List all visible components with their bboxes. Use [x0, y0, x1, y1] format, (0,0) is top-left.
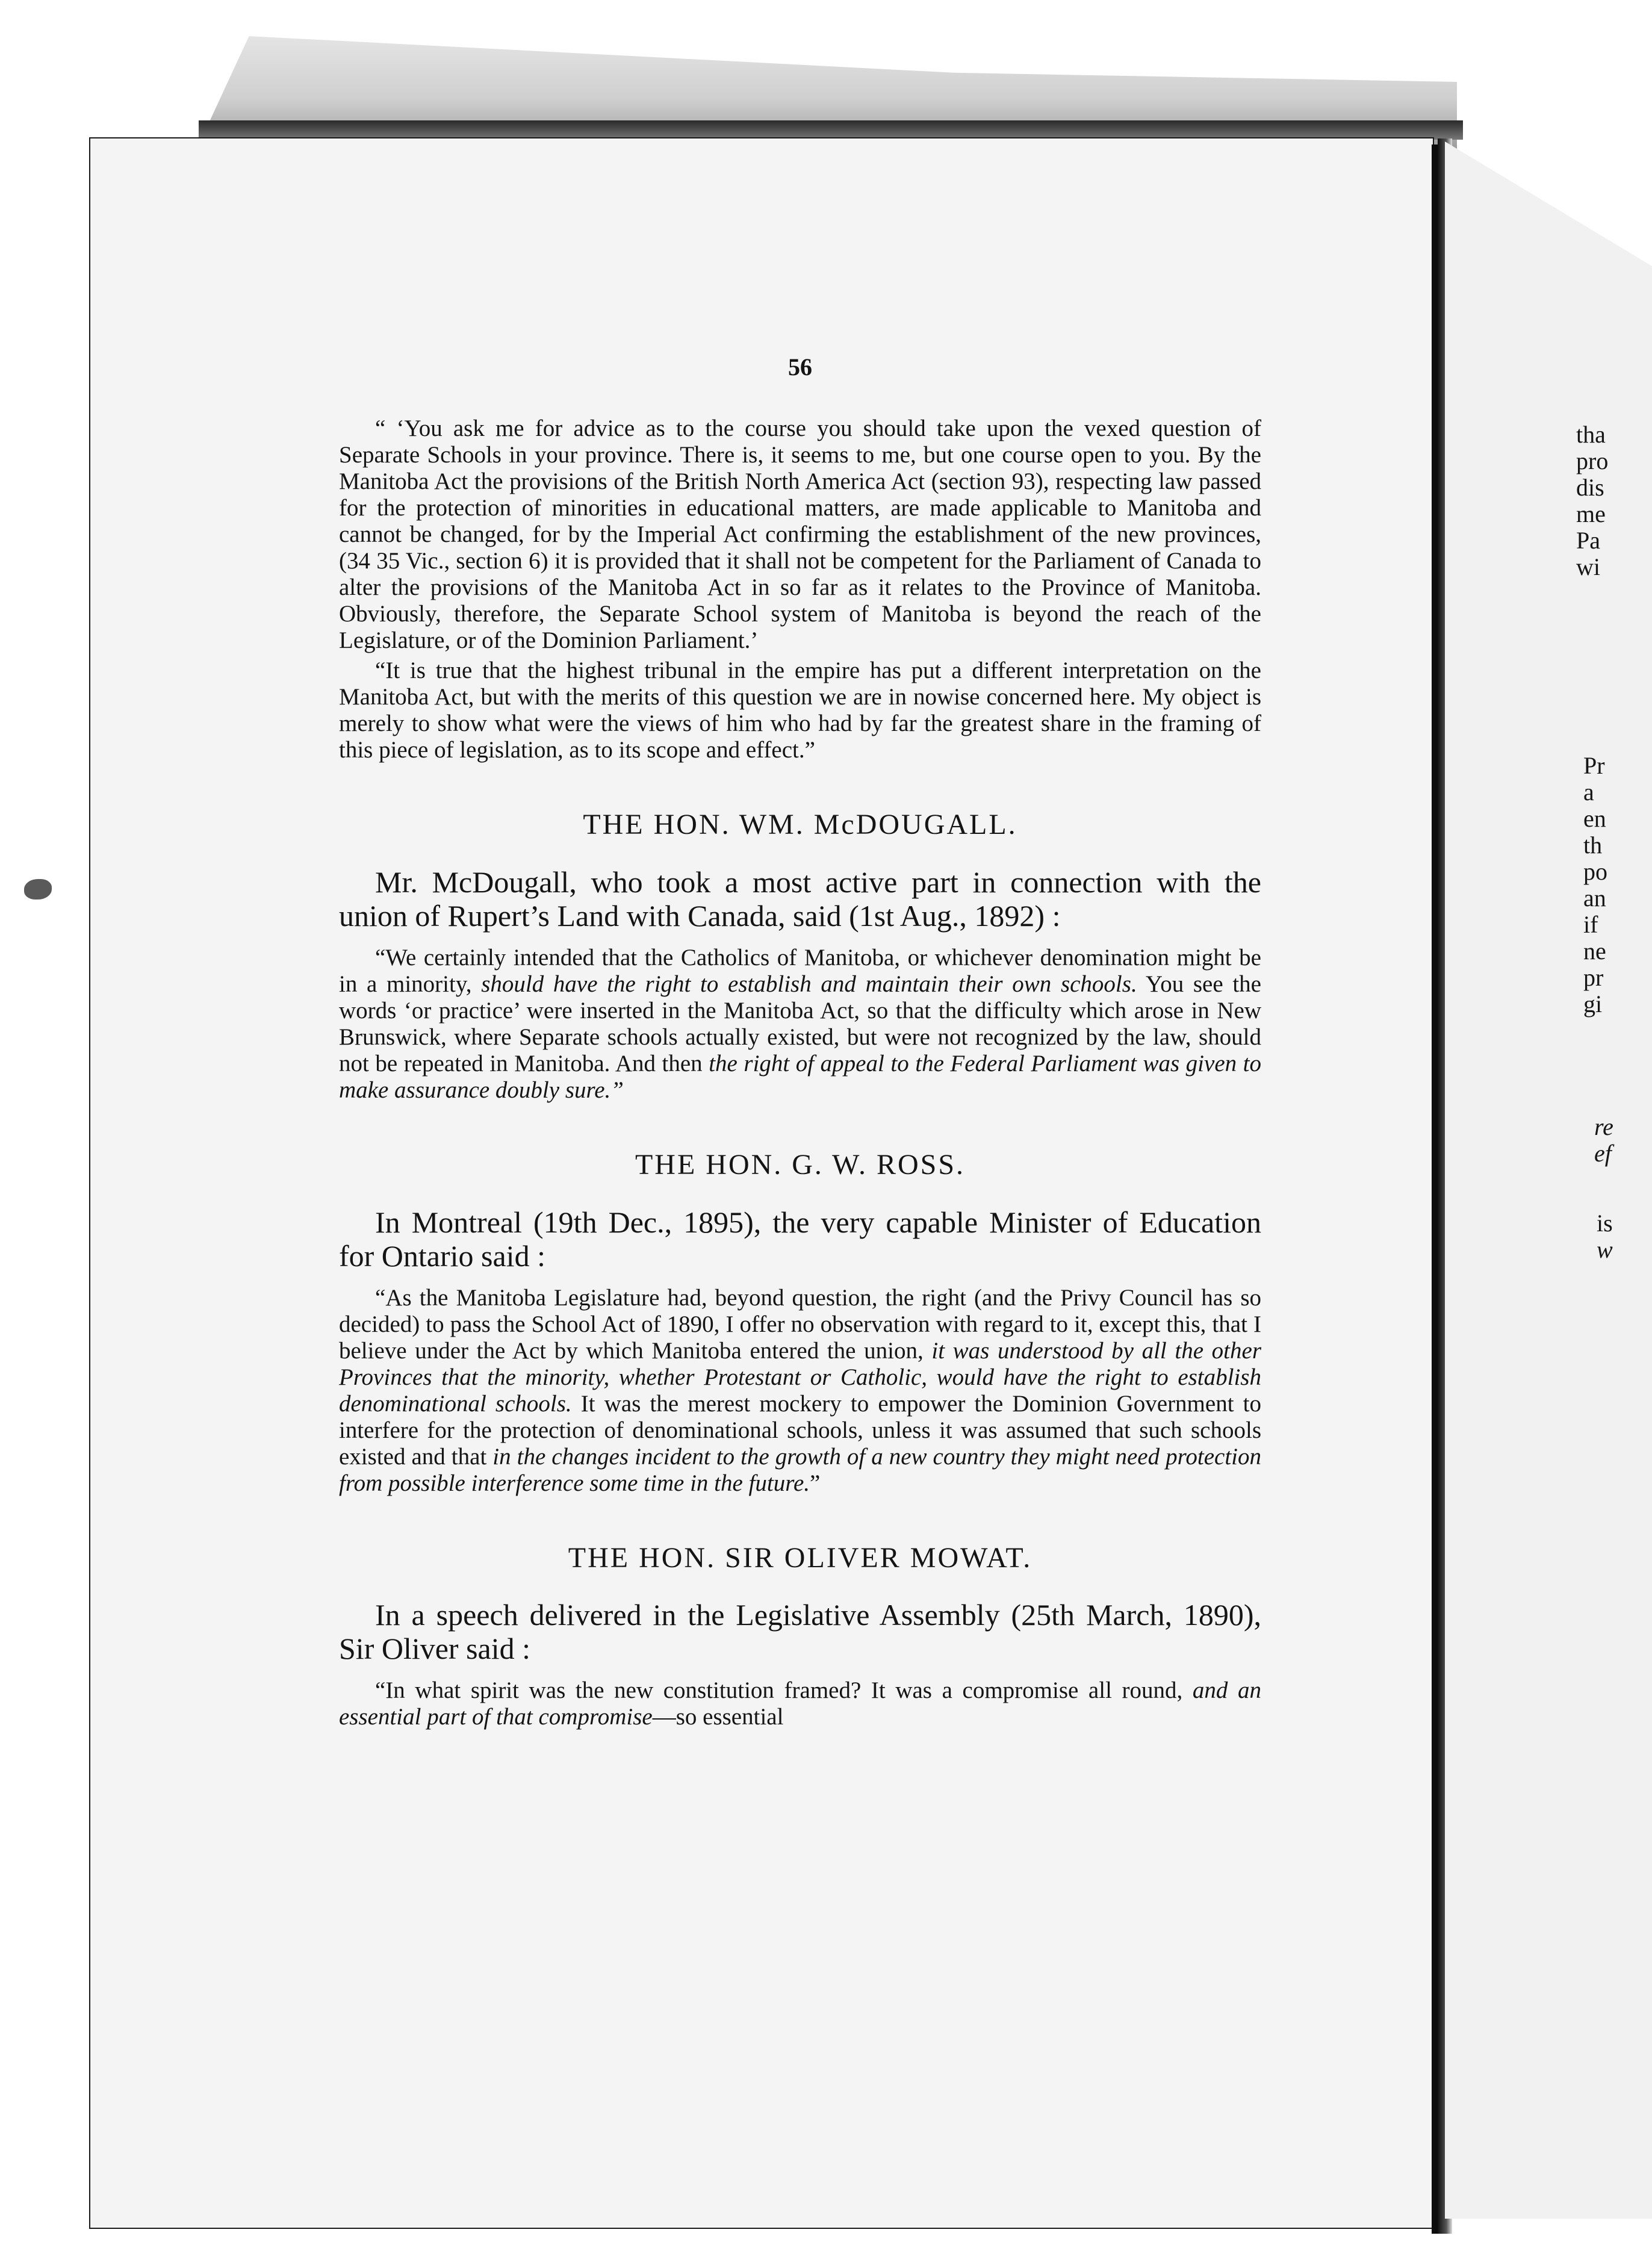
quote-emphasis: the right of appeal to the Federal Parliament was given to make assurance doubly sure.”: [339, 1050, 1262, 1103]
section-intro: In Montreal (19th Dec., 1895), the very capable Minister of Education for Ontario said :: [339, 1205, 1261, 1273]
facing-page-fragment: Pr: [1583, 752, 1605, 779]
page-gutter: [1432, 144, 1438, 2234]
facing-page-fragment: gi: [1583, 990, 1603, 1018]
section-heading: THE HON. SIR OLIVER MOWAT.: [568, 1541, 1032, 1574]
facing-page-fragment: Pa: [1576, 527, 1600, 554]
facing-page-fragment: wi: [1576, 553, 1600, 580]
facing-page-fragment: an: [1583, 884, 1606, 912]
section-quote: [339, 1285, 1261, 1497]
facing-page-fragment: pr: [1583, 964, 1604, 991]
quote-emphasis: should have the right to establish and maintain their own schools.: [481, 971, 1137, 997]
next-page: [1445, 141, 1652, 2219]
facing-page-fragment: ef: [1594, 1140, 1612, 1167]
section-quote: [339, 1677, 1261, 1730]
quote-emphasis: it was understood by all the other Provinces that the minority, whether Protestant or Catholic, would have the right to establish denominational schools.: [339, 1337, 1262, 1417]
facing-page-fragment: if: [1583, 911, 1598, 938]
facing-page-fragment: me: [1576, 500, 1606, 527]
page-shadow: [199, 120, 1463, 140]
section-heading: THE HON. WM. McDOUGALL.: [583, 809, 1017, 841]
facing-page-fragment: en: [1583, 805, 1606, 832]
facing-page-fragment: pro: [1576, 447, 1609, 474]
quote-text: “As the Manitoba Legislature had, beyond question, the right (and the Privy Council has so decided) to pass the School Act of 1890, I offer no observation with regard to it, except this, that I believe under the Act by which Manitoba entered the union,: [339, 1284, 1261, 1364]
facing-page-fragment: dis: [1576, 474, 1604, 501]
page-number: 56: [788, 353, 812, 381]
quote-text: “We certainly intended that the Catholics of Manitoba, or whichever denomination might be in a minority,: [339, 944, 1261, 997]
section-mcdougall: [339, 809, 1261, 1104]
facing-page-fragment: po: [1583, 858, 1607, 885]
quote-text: You see the words ‘or practice’ were inserted in the Manitoba Act, so that the difficulty which arose in New Brunswick, where Separate schools actually existed, but were not recognized by the law, should not be repeated in Manitoba. And then: [339, 971, 1261, 1077]
section-intro: Mr. McDougall, who took a most active part in connection with the union of Rupert’s Land with Canada, said (1st Aug., 1892) :: [339, 865, 1261, 933]
quote-text: ”: [810, 1470, 821, 1496]
facing-page-fragment: is: [1597, 1210, 1613, 1237]
scan-smudge: [24, 879, 52, 900]
facing-page-fragment: w: [1597, 1236, 1613, 1263]
section-mowat: [339, 1543, 1261, 1731]
macdonald-letter-quote: “ ‘You ask me for advice as to the course you should take upon the vexed question of Separate Schools in your province. There is, it seems to me, but one course open to you. By the Manitoba Act the provisions of the British North America Act (section 93), respecting law passed for the protection of minorities in educational matters, are made applicable to Manitoba and cannot be changed, for by the Imperial Act confirming the establishment of the new provinces, (34 35 Vic., section 6) it is provided that it shall not be competent for the Parliament of Canada to alter the provisions of the Manitoba Act in so far as it relates to the Province of Manitoba. Obviously, therefore, the Separate School system of Manitoba is beyond the reach of the Legislature, or of the Dominion Parliament.’: [339, 415, 1261, 653]
quote-text: —so essential: [652, 1704, 784, 1730]
macdonald-commentary-quote: “It is true that the highest tribunal in the empire has put a different interpretation on the Manitoba Act, but with the merits of this question we are in nowise concerned here. My object is merely to show what were the views of him who had by far the greatest share in the framing of this piece of legislation, as to its scope and effect.”: [339, 657, 1261, 763]
quote-text: “In what spirit was the new constitution framed? It was a compromise all round,: [375, 1677, 1193, 1704]
facing-page-fragment: re: [1594, 1113, 1613, 1140]
section-heading: THE HON. G. W. ROSS.: [635, 1148, 966, 1181]
facing-page-fragment: th: [1583, 831, 1603, 859]
facing-page-fragment: tha: [1576, 421, 1606, 448]
page-content: [339, 355, 1261, 1730]
section-intro: In a speech delivered in the Legislative Assembly (25th March, 1890), Sir Oliver said :: [339, 1598, 1261, 1666]
section-quote: [339, 945, 1261, 1104]
facing-page-fragment: a: [1583, 778, 1594, 806]
facing-page-fragment: ne: [1583, 937, 1606, 965]
quote-text: It was the merest mockery to empower the Dominion Government to interfere for the protection of denominational schools, unless it was assumed that such schools existed and that: [339, 1390, 1261, 1470]
quote-emphasis: in the changes incident to the growth of a new country they might need protection from possible interference some time in the future.: [339, 1443, 1261, 1496]
quote-emphasis: and an essential part of that compromise: [339, 1677, 1262, 1730]
section-ross: [339, 1149, 1261, 1497]
